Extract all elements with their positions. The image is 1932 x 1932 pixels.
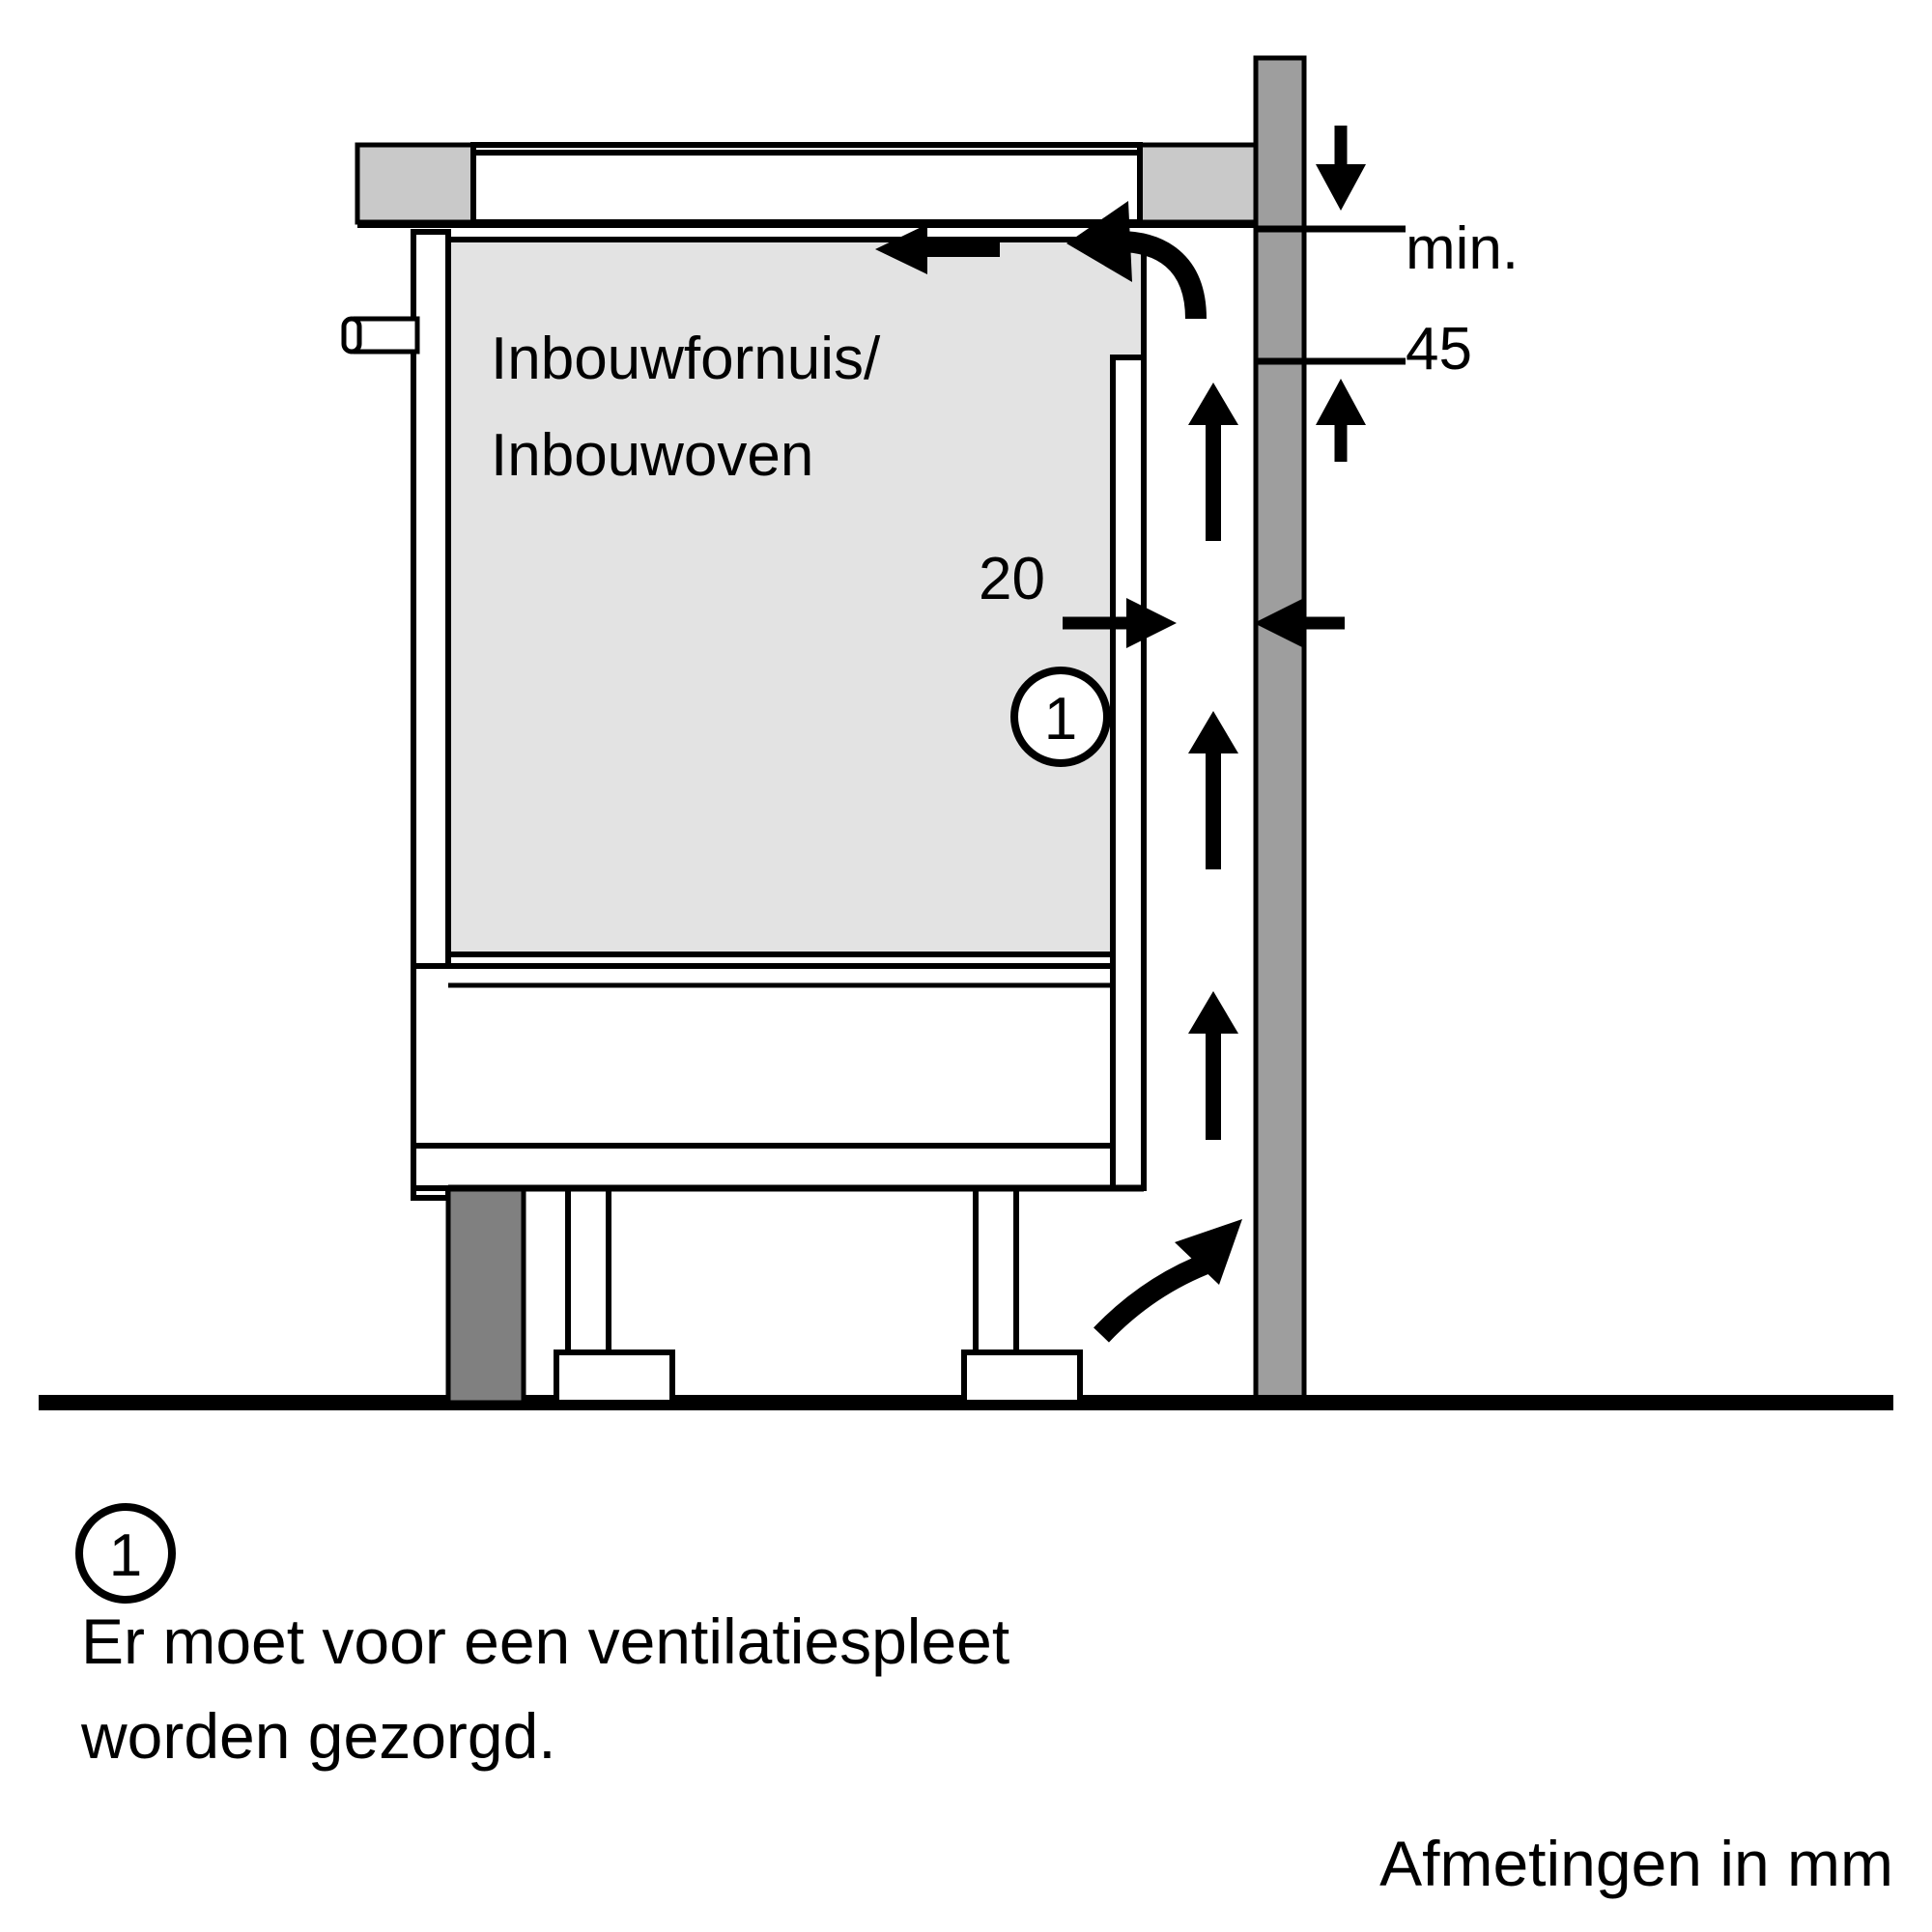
wall — [1256, 58, 1304, 1406]
footnote-line2: worden gezorgd. — [81, 1700, 556, 1772]
callout-marker-1-label: 1 — [1043, 686, 1078, 753]
footnote-block — [79, 1507, 1009, 1772]
footnote-marker: 1 — [108, 1522, 143, 1589]
dimension-min-value: 45 — [1406, 316, 1472, 383]
plinth-and-legs — [448, 1188, 1144, 1403]
airflow-arrows-up — [1188, 383, 1238, 1140]
dimension-min-label: min. — [1406, 215, 1520, 282]
dimension-gap-value: 20 — [979, 546, 1045, 612]
callout-marker-1 — [1014, 670, 1107, 763]
appliance-label-line2: Inbouwoven — [491, 422, 814, 489]
units-note: Afmetingen in mm — [1379, 1828, 1893, 1899]
appliance-label-line1: Inbouwfornuis/ — [491, 326, 881, 392]
footnote-line1: Er moet voor een ventilatiespleet — [81, 1605, 1010, 1677]
airflow-arrow-curve-bottom — [1101, 1219, 1242, 1335]
